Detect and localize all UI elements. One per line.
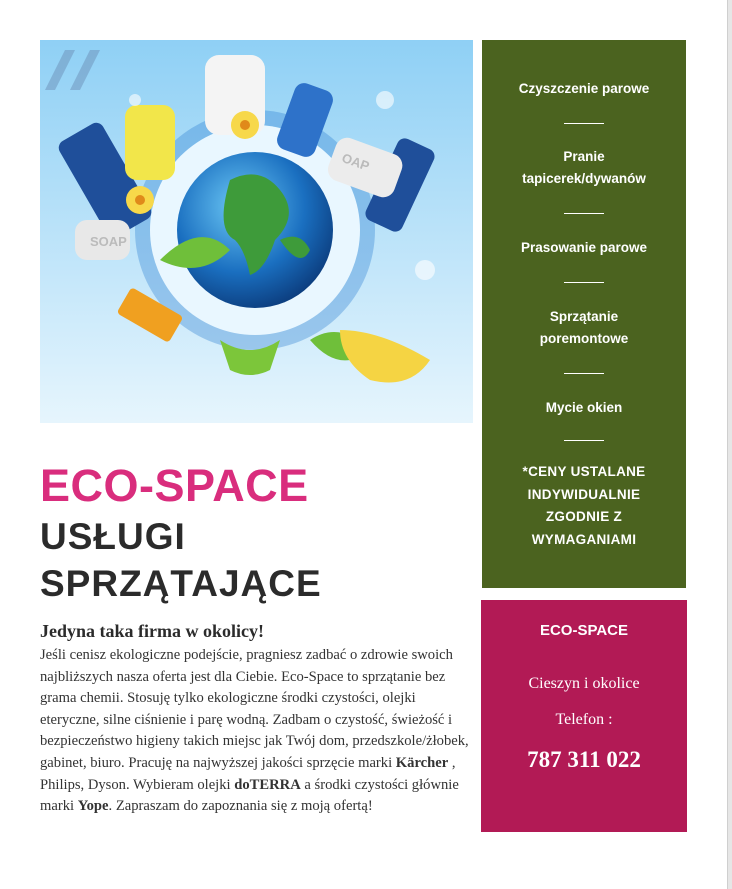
divider <box>564 282 604 283</box>
service-item: Mycie okien <box>545 400 623 415</box>
contact-location: Cieszyn i okolice <box>528 675 640 692</box>
divider <box>564 373 604 374</box>
text: Jeśli cenisz ekologiczne podejście, pragniesz zadbać o zdrowie swoich najbliższych nasza oferta jest dla Ciebie. Eco-Space to sprzątanie bez grama chemii. Stosuję tylko ekologiczne środki czystości, olejki eteryczne, silne ciśnienie i parę wodną. Zadbam o czystość, świeżość i bezpieczeństwo higieny takich miejsc jak Twój dom, przedszkole/żłobek, gabinet, biuro. Pracuję na najwyższej jakości sprzęcie marki <box>40 647 469 771</box>
services-panel <box>482 40 686 588</box>
svg-text:OAP: OAP <box>339 150 372 174</box>
divider <box>564 123 604 124</box>
contact-panel <box>481 600 687 832</box>
scrollbar[interactable] <box>727 0 732 889</box>
phone-label: Telefon : <box>555 711 613 728</box>
brand-karcher: Kärcher <box>395 754 449 771</box>
subtitle-line-2: SPRZĄTAJĄCE <box>40 563 322 604</box>
eco-cleaning-illustration <box>40 40 473 423</box>
text: . Zapraszam do zapoznania się z moją ofertą! <box>108 798 373 815</box>
contact-brand: ECO-SPACE <box>539 622 629 639</box>
subtitle <box>40 513 322 607</box>
service-item: Czyszczenie parowe <box>518 81 650 96</box>
service-item: Pranie tapicerek/dywanów <box>522 149 646 186</box>
text: , Philips, Dyson. Wybieram olejki <box>40 754 456 793</box>
soap-label: SOAP <box>90 234 127 249</box>
phone-number[interactable]: 787 311 022 <box>527 747 641 772</box>
section-heading: Jedyna taka firma w okolicy! <box>40 621 264 641</box>
divider <box>564 213 604 214</box>
price-note: *CENY USTALANE INDYWIDUALNIE ZGODNIE Z WYMAGANIAMI <box>522 464 646 547</box>
page-title: ECO-SPACE <box>40 460 309 511</box>
brand-doterra: doTERRA <box>234 776 301 793</box>
divider <box>564 440 604 441</box>
service-item: Sprzątanie poremontowe <box>539 309 629 346</box>
brand-yope: Yope <box>77 798 109 815</box>
description <box>40 645 472 818</box>
service-item: Prasowanie parowe <box>520 240 648 255</box>
text: a środki czystości głównie marki <box>40 776 459 815</box>
subtitle-line-1: USŁUGI <box>40 516 186 557</box>
